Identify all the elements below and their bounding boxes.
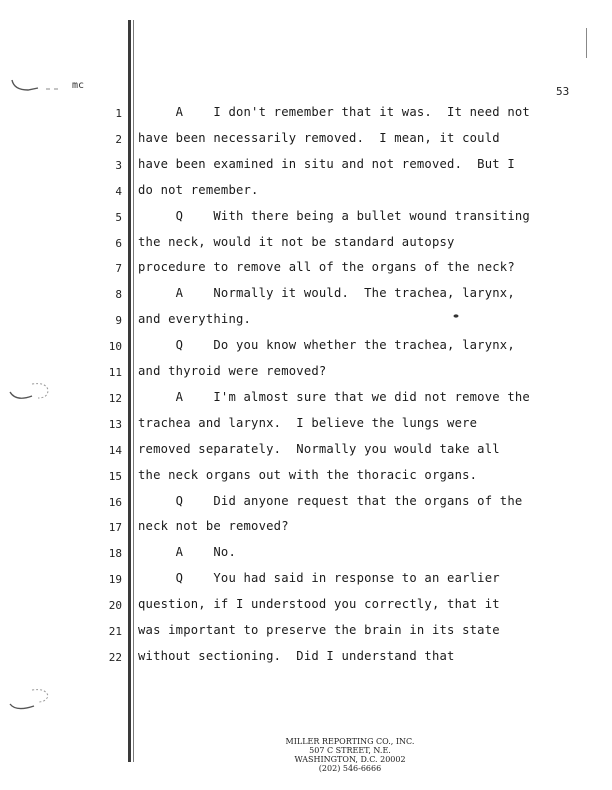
line-text: have been examined in situ and not removed. But I [138, 156, 515, 171]
line-number: 9 [115, 314, 122, 328]
transcript-line [0, 235, 612, 255]
line-text: without sectioning. Did I understand that [138, 648, 455, 663]
transcript-line [0, 519, 612, 539]
line-text: trachea and larynx. I believe the lungs were [138, 415, 478, 430]
footer-street: 507 C STREET, N.E. [309, 746, 391, 755]
line-number: 19 [108, 573, 122, 587]
line-text: Q Did anyone request that the organs of the [138, 493, 523, 508]
line-text: procedure to remove all of the organs of the neck? [138, 260, 515, 275]
transcript-line [0, 105, 612, 125]
transcript-line [0, 157, 612, 177]
line-text: A No. [138, 545, 236, 560]
line-number: 6 [115, 236, 122, 250]
reporter-footer [240, 737, 460, 773]
line-number: 20 [108, 599, 122, 613]
line-number: 13 [108, 417, 122, 431]
line-text: removed separately. Normally you would take all [138, 441, 500, 456]
transcript-line [0, 545, 612, 565]
transcript-line [0, 468, 612, 488]
footer-company: MILLER REPORTING CO., INC. [285, 737, 415, 746]
line-text: Q With there being a bullet wound transiting [138, 208, 530, 223]
line-text: neck not be removed? [138, 519, 289, 534]
transcript-line [0, 209, 612, 229]
line-number: 7 [115, 262, 122, 276]
line-number: 16 [108, 495, 122, 509]
footer-phone: (202) 546-6666 [318, 764, 382, 773]
hole-punch-mark-top [10, 78, 70, 96]
line-text: have been necessarily removed. I mean, it could [138, 130, 500, 145]
footer-city: WASHINGTON, D.C. 20002 [294, 755, 406, 764]
transcript-line [0, 623, 612, 643]
transcript-line [0, 338, 612, 358]
line-text: was important to preserve the brain in its state [138, 623, 500, 637]
line-text: do not remember. [138, 182, 259, 197]
reporter-initials: mc [72, 80, 85, 91]
line-text: question, if I understood you correctly, that it [138, 597, 500, 612]
line-number: 8 [115, 288, 122, 302]
transcript-line [0, 286, 612, 306]
transcript-line [0, 131, 612, 151]
transcript-line [0, 416, 612, 436]
transcript-line [0, 390, 612, 410]
line-text: and everything. [138, 312, 252, 327]
line-number: 2 [115, 132, 122, 146]
line-text: and thyroid were removed? [138, 364, 327, 378]
line-number: 4 [115, 184, 122, 198]
line-number: 12 [108, 391, 122, 405]
line-number: 21 [108, 625, 122, 638]
line-number: 3 [115, 158, 122, 172]
transcript-line [0, 312, 612, 332]
transcript-line [0, 442, 612, 462]
line-number: 5 [115, 210, 122, 224]
line-number: 10 [108, 340, 122, 354]
page-number: 53 [556, 85, 570, 98]
line-number: 18 [108, 547, 122, 561]
line-text: A I don't remember that it was. It need not [138, 105, 530, 119]
transcript-line [0, 649, 612, 669]
line-number: 1 [115, 107, 122, 120]
transcript-line [0, 494, 612, 514]
line-number: 17 [108, 521, 122, 535]
line-number: 11 [108, 366, 122, 379]
transcript-line [0, 183, 612, 203]
line-number: 22 [108, 650, 122, 664]
line-text: A I'm almost sure that we did not remove the [138, 389, 530, 404]
line-text: Q Do you know whether the trachea, larynx, [138, 338, 515, 353]
transcript-line [0, 260, 612, 280]
line-text: the neck organs out with the thoracic organs. [138, 467, 478, 482]
transcript-line [0, 597, 612, 617]
line-number: 15 [108, 469, 122, 483]
hole-punch-mark-bottom [6, 684, 56, 714]
transcript-line [0, 364, 612, 384]
right-margin-mark [586, 28, 587, 58]
line-number: 14 [108, 443, 122, 457]
line-text: Q You had said in response to an earlier [138, 571, 500, 586]
line-text: the neck, would it not be standard autopsy [138, 234, 455, 249]
line-text: A Normally it would. The trachea, larynx, [138, 286, 515, 301]
transcript-line [0, 571, 612, 591]
